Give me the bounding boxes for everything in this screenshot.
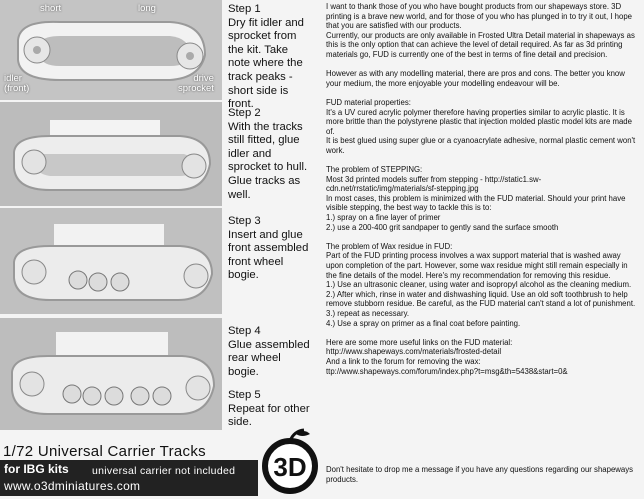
step-2-photo: [0, 102, 222, 206]
intro-text-2: Currently, our products are only available in Frosted Ultra Detail material in shapeways as this is the only option that can achieve the level of detail required. As far as 3d printing materials go, FUD is currently one of the best in terms of fine detail and precision.: [326, 30, 635, 59]
wax-title: The problem of Wax residue in FUD:: [326, 241, 453, 251]
links-title: Here are some more useful links on the FUD material:: [326, 337, 513, 347]
product-title: 1/72 Universal Carrier Tracks: [3, 443, 206, 460]
contact-text: Don't hesitate to drop me a message if you have any questions regarding our shapeways products.: [326, 465, 634, 484]
step-1: [228, 3, 310, 112]
stepping-text-2: In most cases, this problem is minimized with the FUD material. Should your print have visible stepping, the best way to tackle this is to:: [326, 193, 626, 213]
stepping-text-3: 1.) spray on a fine layer of primer: [326, 213, 441, 223]
step-1-text: Dry fit idler and sprocket from the kit. Take note where the track peaks - short side is front.: [228, 16, 304, 111]
label-long: long: [138, 3, 156, 14]
label-drive-sprocket: drive sprocket: [178, 73, 214, 94]
step-2-text: With the tracks still fitted, glue idler and sprocket to hull. Glue tracks as well.: [228, 120, 308, 201]
wax-text-2: 1.) Use an ultrasonic cleaner, using water and isopropyl alcohol as the cleaning medium.: [326, 280, 632, 290]
step-3-text: Insert and glue front assembled front wheel bogie.: [228, 228, 309, 282]
website-url: www.o3dminiatures.com: [4, 479, 141, 493]
not-included-note: universal carrier not included: [92, 465, 236, 477]
stepping-text-1: Most 3d printed models suffer from stepping - http://static1.sw-cdn.net/rrstatic/img/materials/sf-stepping.jpg: [326, 174, 542, 194]
props-text-1: It's a UV cured acrylic polymer therefore having properties similar to acrylic plastic. It is more brittle than the polystyrene plastic that injection molded plastic model kits are made of.: [326, 107, 632, 136]
step-5-text: Repeat for other side.: [228, 402, 310, 429]
step-3-heading: Step 3: [228, 215, 261, 227]
logo-text: 3D: [273, 452, 307, 482]
notes-column: [326, 2, 640, 376]
step-2: [228, 107, 310, 202]
wax-text-4: 3.) repeat as necessary.: [326, 309, 410, 318]
intro-text: I want to thank those of you who have bought products from our shapeways store. 3D printing is a brave new world, and for those of you who has plunged in to try it out, I hope that you are satisfied with our products.: [326, 2, 632, 31]
stepping-text-4: 2.) use a 200-400 grit sandpaper to gently sand the surface smooth: [326, 222, 559, 232]
wax-text-3: 2.) After which, rinse in water and dishwashing liquid. Use an old soft toothbrush to help remove stubborn residue. Be careful, as the FUD material can't stand a lot of punishment.: [326, 289, 636, 309]
step-5: [228, 389, 310, 430]
stepping-title: The problem of STEPPING:: [326, 165, 423, 175]
link-forum-label: And a link to the forum for removing the wax:: [326, 356, 481, 366]
step-4: [228, 325, 310, 379]
modelling-text: However as with any modelling material, there are pros and cons. The better you know your medium, the more enjoyable your modelling endeavour will be.: [326, 69, 625, 88]
link-forum: ttp://www.shapeways.com/forum/index.php?t=msg&th=5438&start=0&: [326, 366, 568, 376]
for-ibg-kits: for IBG kits: [4, 462, 69, 476]
step-5-heading: Step 5: [228, 389, 261, 401]
o3d-logo: [260, 428, 320, 499]
label-short: short: [40, 3, 62, 14]
step-3: [228, 215, 310, 283]
step-4-photo: [0, 318, 222, 430]
step-2-heading: Step 2: [228, 107, 261, 119]
label-idler: idler (front): [4, 73, 30, 94]
wax-text-5: 4.) Use a spray on primer as a final coat before painting.: [326, 318, 521, 328]
step-4-text: Glue assembled rear wheel bogie.: [228, 338, 310, 378]
step-3-photo: [0, 208, 222, 314]
step-4-heading: Step 4: [228, 325, 261, 337]
props-text-2: It is best glued using super glue or a cyanoacrylate adhesive, normal plastic cement won't work.: [326, 136, 636, 155]
wax-text-1: Part of the FUD printing process involves a wax support material that is washed away upon completion of the part. However, some wax residue might still remain especially in the fine details of the model. Here's my recommendation for removing this residue.: [326, 251, 628, 280]
link-materials: http://www.shapeways.com/materials/frosted-detail: [326, 347, 502, 357]
props-title: FUD material properties:: [326, 97, 411, 107]
step-1-heading: Step 1: [228, 3, 261, 15]
